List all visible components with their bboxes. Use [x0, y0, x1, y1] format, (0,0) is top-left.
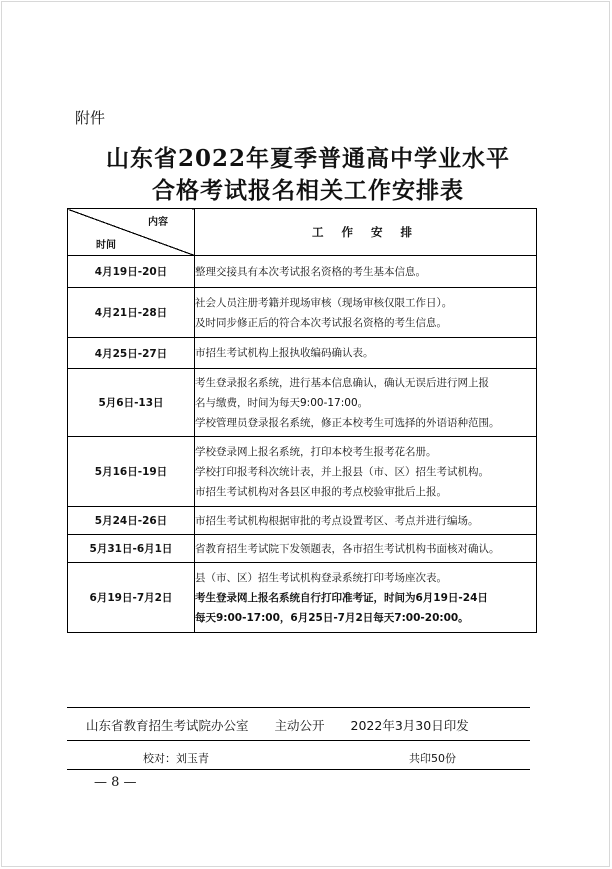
header-content-label: 内容	[148, 217, 168, 228]
table-row	[68, 507, 537, 535]
row-work	[195, 369, 537, 437]
row-work	[195, 507, 537, 535]
table-row	[68, 256, 537, 288]
table-header-row	[68, 209, 537, 256]
row-work	[195, 256, 537, 288]
footer-disclosure: 主动公开	[274, 718, 325, 733]
page-number: — 8 —	[94, 775, 137, 790]
document-title-line1: 山东省2022年夏季普通高中学业水平	[105, 145, 510, 172]
footer-bottom-rule	[67, 769, 530, 770]
row-work	[195, 535, 537, 563]
footer-copies: 共印50份	[409, 752, 456, 765]
row-time: 6月19日-7月2日	[68, 563, 195, 633]
table-row	[68, 338, 537, 369]
row-time: 5月6日-13日	[68, 369, 195, 437]
work-line: 学校登录网上报名系统，打印本校考生报考花名册。	[195, 445, 437, 458]
work-line: 考生登录报名系统，进行基本信息确认，确认无误后进行网上报	[195, 376, 489, 389]
row-work	[195, 338, 537, 369]
document-title-line2: 合格考试报名相关工作安排表	[152, 177, 464, 204]
footer-date: 2022年3月30日印发	[350, 718, 469, 733]
row-time: 5月31日-6月1日	[68, 535, 195, 563]
work-line: 市招生考试机构根据审批的考点设置考区、考点并进行编场。	[195, 514, 479, 527]
document-page	[1, 1, 610, 867]
schedule-table	[67, 208, 537, 633]
header-time-label: 时间	[96, 240, 116, 251]
work-line: 市招生考试机构上报执收编码确认表。	[195, 347, 374, 359]
work-line: 整理交接具有本次考试报名资格的考生基本信息。	[195, 265, 426, 278]
footer-top-rule	[67, 707, 530, 708]
work-line: 考生登录网上报名系统自行打印准考证，时间为6月19日-24日	[195, 591, 488, 604]
table-row	[68, 369, 537, 437]
footer-proofreader: 校对：刘玉青	[143, 752, 209, 765]
work-line: 县（市、区）招生考试机构登录系统打印考场座次表。	[195, 571, 447, 584]
table-row	[68, 563, 537, 633]
table-row	[68, 288, 537, 338]
work-line: 及时同步修正后的符合本次考试报名资格的考生信息。	[195, 316, 447, 329]
table-row	[68, 535, 537, 563]
row-work	[195, 437, 537, 507]
work-line: 社会人员注册考籍并现场审核（现场审核仅限工作日）。	[195, 296, 453, 309]
header-work-label: 工 作 安 排	[195, 209, 537, 256]
row-time: 4月19日-20日	[68, 256, 195, 288]
row-time: 4月21日-28日	[68, 288, 195, 338]
table-row	[68, 437, 537, 507]
work-line: 每天9:00-17:00，6月25日-7月2日每天7:00-20:00。	[195, 611, 469, 624]
work-line: 学校管理员登录报名系统，修正本校考生可选择的外语语种范围。	[195, 416, 500, 429]
row-time: 5月24日-26日	[68, 507, 195, 535]
footer-issuer: 山东省教育招生考试院办公室	[86, 718, 249, 733]
diagonal-header-cell	[68, 209, 195, 256]
work-line: 市招生考试机构对各县区申报的考点校验审批后上报。	[195, 485, 447, 498]
row-work	[195, 288, 537, 338]
work-line: 省教育招生考试院下发领题表，各市招生考试机构书面核对确认。	[195, 542, 500, 555]
work-line: 学校打印报考科次统计表，并上报县（市、区）招生考试机构。	[195, 465, 489, 478]
row-time: 4月25日-27日	[68, 338, 195, 369]
row-work	[195, 563, 537, 633]
footer-middle-rule	[67, 740, 530, 741]
row-time: 5月16日-19日	[68, 437, 195, 507]
footer-issue-line	[86, 716, 469, 734]
attachment-label: 附件	[75, 109, 106, 127]
work-line: 名与缴费，时间为每天9:00-17:00。	[195, 396, 369, 409]
